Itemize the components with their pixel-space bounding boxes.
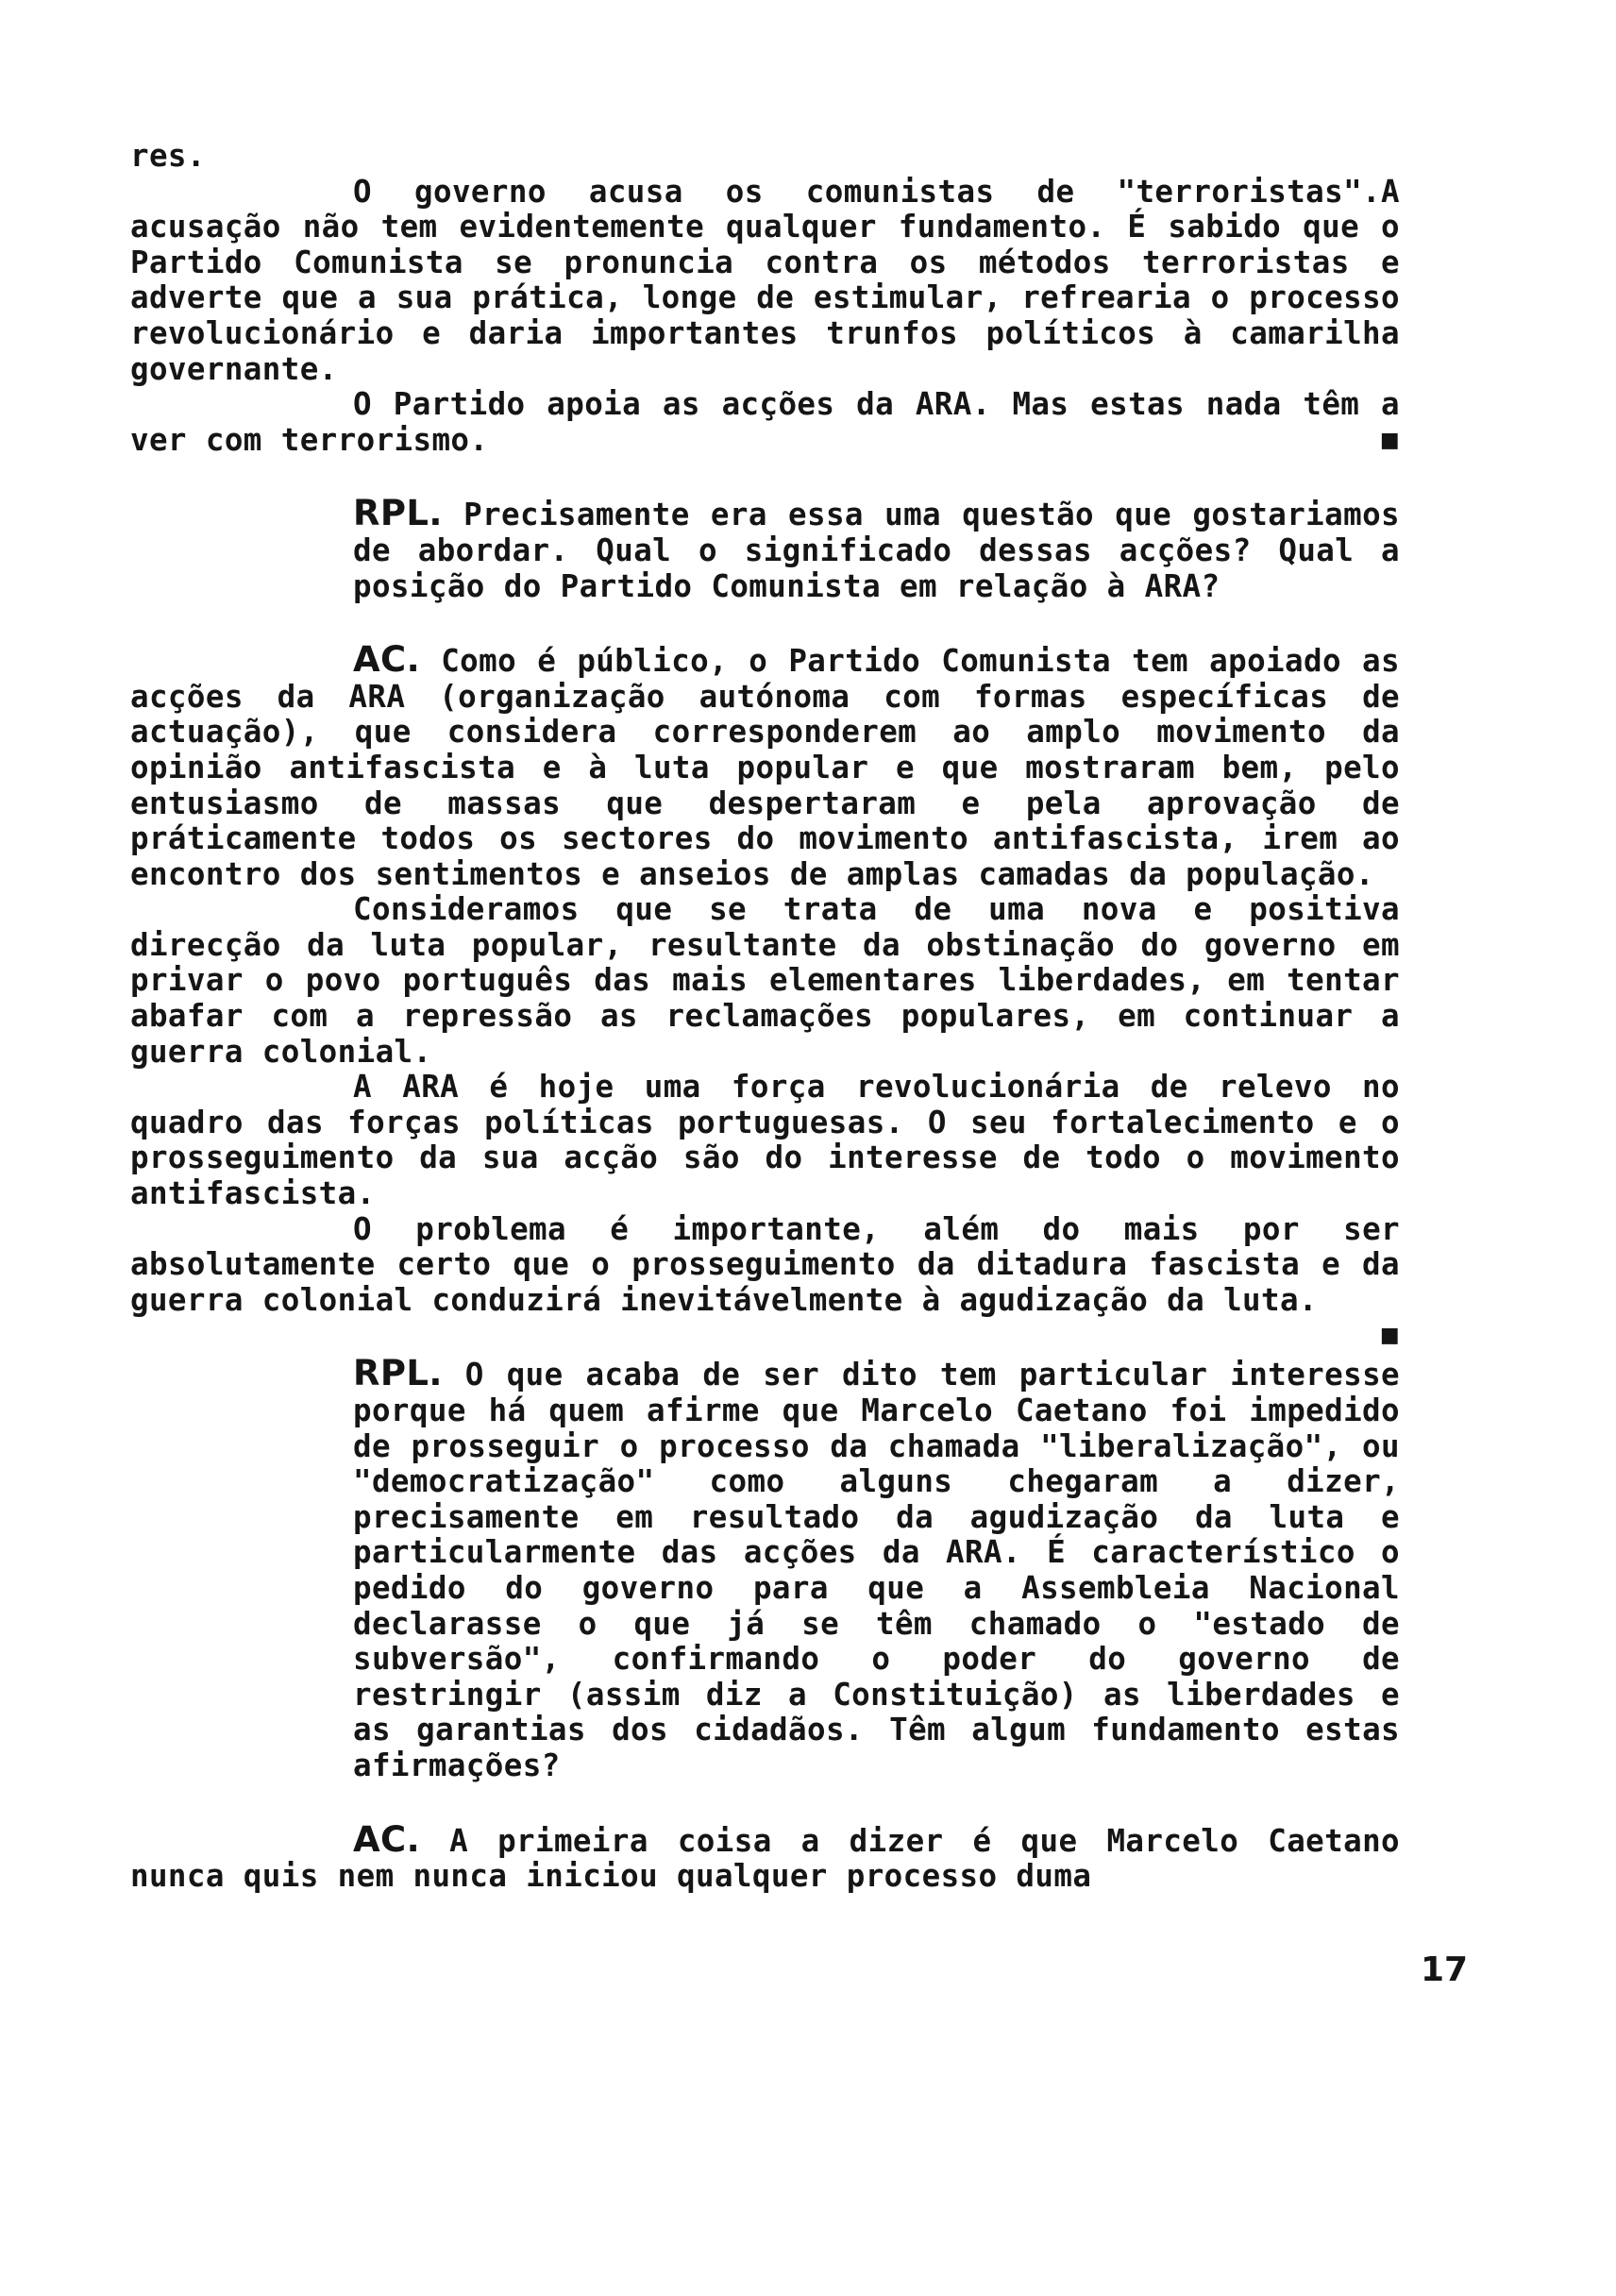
paragraph-text: O problema é importante, além do mais por ser absolutamente certo que o prosseguimento da ditadura fascista e da guerra colonial conduzirá inevitávelmente à agudização da luta.	[130, 1210, 1400, 1318]
paragraph-terrorism-accusation: O governo acusa os comunistas de "terroristas".A acusação não tem evidentemente qualquer fundamento. É sabido que o Partido Comunista se pronuncia contra os métodos terroristas e adverte que a sua prática, longe de estimular, refrearia o processo revolucionário e daria importantes trunfos políticos à camarilha governante.	[130, 173, 1400, 387]
end-of-answer-mark: ■	[1379, 428, 1400, 452]
paragraph-problem-important	[130, 1210, 1400, 1348]
question-rpl-ara	[353, 493, 1400, 604]
speaker-label: RPL.	[353, 1353, 443, 1394]
speaker-label: AC.	[353, 639, 421, 681]
answer-text: A primeira coisa a dizer é que Marcelo Caetano nunca quis nem nunca iniciou qualquer processo duma	[130, 1822, 1401, 1895]
text-column	[130, 0, 1400, 1895]
end-of-answer-mark: ■	[1379, 1324, 1400, 1348]
question-rpl-liberalization	[353, 1353, 1401, 1783]
speaker-label: AC.	[353, 1818, 421, 1860]
answer-ac-ara	[130, 639, 1400, 892]
paragraph-party-supports-ara	[130, 387, 1400, 458]
page-number: 17	[1421, 1950, 1469, 1989]
question-text: O que acaba de ser dito tem particular interesse porque há quem afirme que Marcelo Caetano foi impedido de prosseguir o processo da chamada "liberalização", ou "democratização" como alguns chegaram a dizer, precisamente em resultado da agudização da luta e particularmente das acções da ARA. É característico o pedido do governo para que a Assembleia Nacional declarasse o que já se têm chamado o "estado de subversão", confirmando o poder do governo de restringir (assim diz a Constituição) as liberdades e as garantias dos cidadãos. Têm algum fundamento estas afirmações?	[353, 1357, 1401, 1783]
paragraph-continuation: res.	[130, 138, 206, 174]
speaker-label: RPL.	[353, 493, 443, 534]
paragraph-new-direction: Consideramos que se trata de uma nova e positiva direcção da luta popular, resultante da obstinação do governo em privar o povo português das mais elementares liberdades, em tentar abafar com a repressão as reclamações populares, em continuar a guerra colonial.	[130, 891, 1400, 1070]
paragraph-ara-force: A ARA é hoje uma força revolucionária de relevo no quadro das forças políticas portuguesas. O seu fortalecimento e o prosseguimento da sua acção são do interesse de todo o movimento antifascista.	[130, 1069, 1400, 1212]
question-text: Precisamente era essa uma questão que gostariamos de abordar. Qual o significado dessas acções? Qual a posição do Partido Comunista em relação à ARA?	[353, 497, 1400, 604]
paragraph-text: O Partido apoia as acções da ARA. Mas estas nada têm a ver com terrorismo.	[130, 386, 1400, 458]
answer-ac-caetano	[130, 1818, 1401, 1895]
answer-text: Como é público, o Partido Comunista tem apoiado as acções da ARA (organização autónoma com formas específicas de actuação), que considera corresponderem ao amplo movimento da opinião antifascista e à luta popular e que mostraram bem, pelo entusiasmo de massas que despertaram e pela aprovação de práticamente todos os sectores do movimento antifascista, irem ao encontro dos sentimentos e anseios de amplas camadas da população.	[130, 643, 1400, 892]
